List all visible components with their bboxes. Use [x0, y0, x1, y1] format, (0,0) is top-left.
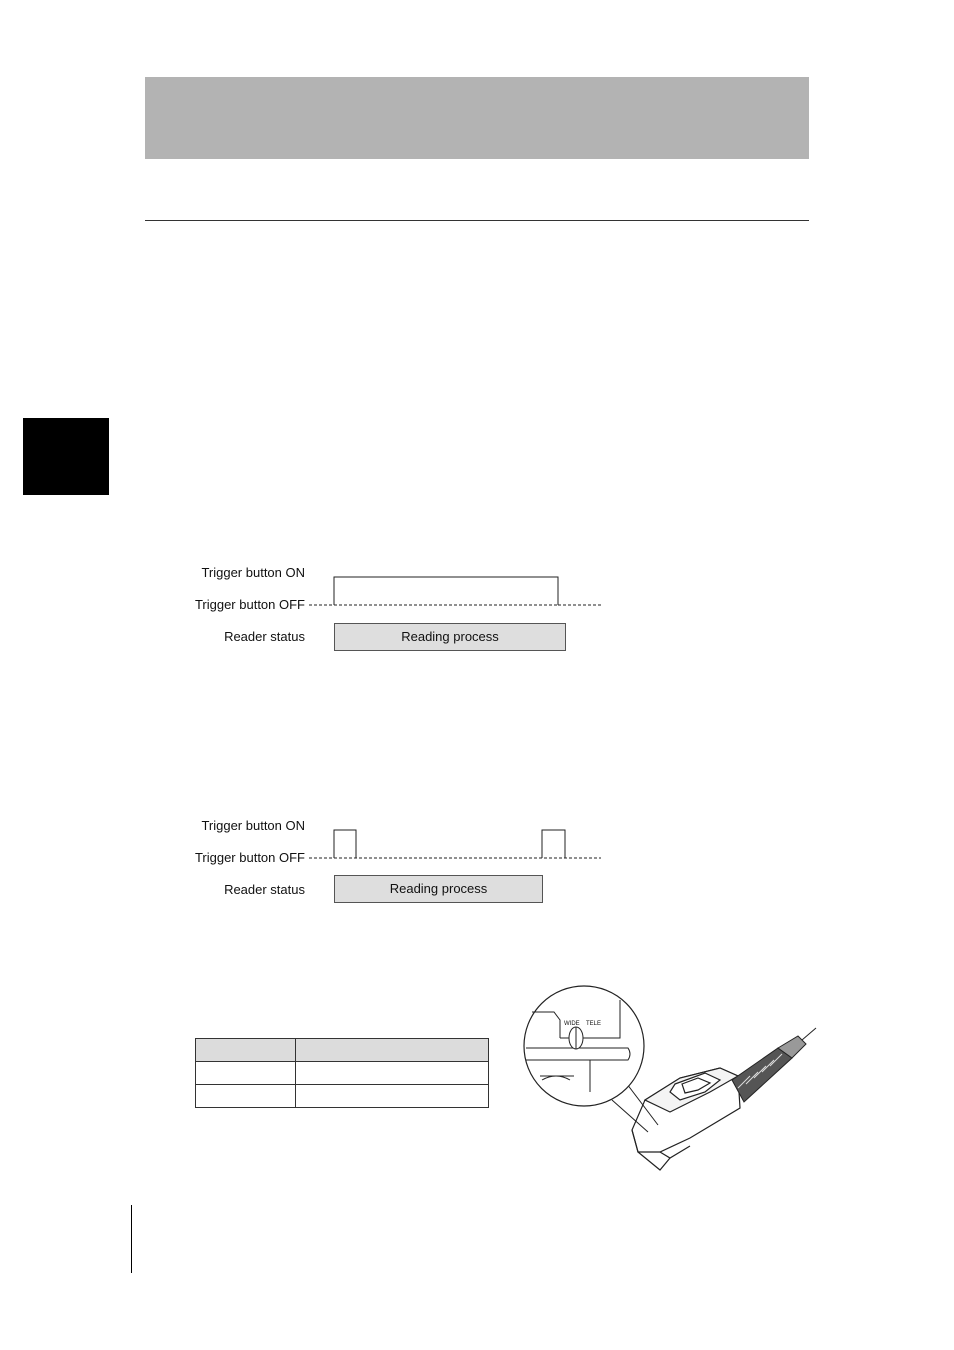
timing-diagram-hold — [0, 560, 954, 670]
table-row — [196, 1085, 489, 1108]
device-handle — [732, 1028, 816, 1102]
device-body — [632, 1068, 740, 1170]
section-rule — [145, 220, 809, 221]
chapter-side-tab — [23, 418, 109, 495]
timing-diagram-toggle — [0, 813, 954, 923]
on-pulse — [334, 577, 558, 605]
table-cell — [296, 1062, 489, 1085]
trigger-off-label: Trigger button OFF — [194, 850, 305, 865]
switch-tele-label: TELE — [586, 1021, 602, 1027]
table-header-row — [196, 1039, 489, 1062]
table-cell — [196, 1062, 296, 1085]
table-cell — [196, 1085, 296, 1108]
reading-process-box: Reading process — [334, 623, 566, 651]
trigger-on-label: Trigger button ON — [201, 818, 305, 833]
magnifier-circle — [524, 986, 644, 1106]
table-header-cell — [296, 1039, 489, 1062]
reader-status-label: Reader status — [224, 882, 305, 897]
table-row — [196, 1062, 489, 1085]
on-pulse-stop — [542, 830, 565, 858]
chapter-header-band — [145, 77, 809, 159]
trigger-on-label: Trigger button ON — [201, 565, 305, 580]
on-pulse-start — [334, 830, 356, 858]
reader-device-illustration — [520, 980, 820, 1180]
reading-process-box: Reading process — [334, 875, 543, 903]
switch-wide-label: WIDE — [564, 1021, 580, 1027]
trigger-off-label: Trigger button OFF — [194, 597, 305, 612]
table-header-cell — [196, 1039, 296, 1062]
reader-status-label: Reader status — [224, 629, 305, 644]
table-cell — [296, 1085, 489, 1108]
footer-rule — [131, 1205, 132, 1273]
mode-table — [195, 1038, 489, 1108]
